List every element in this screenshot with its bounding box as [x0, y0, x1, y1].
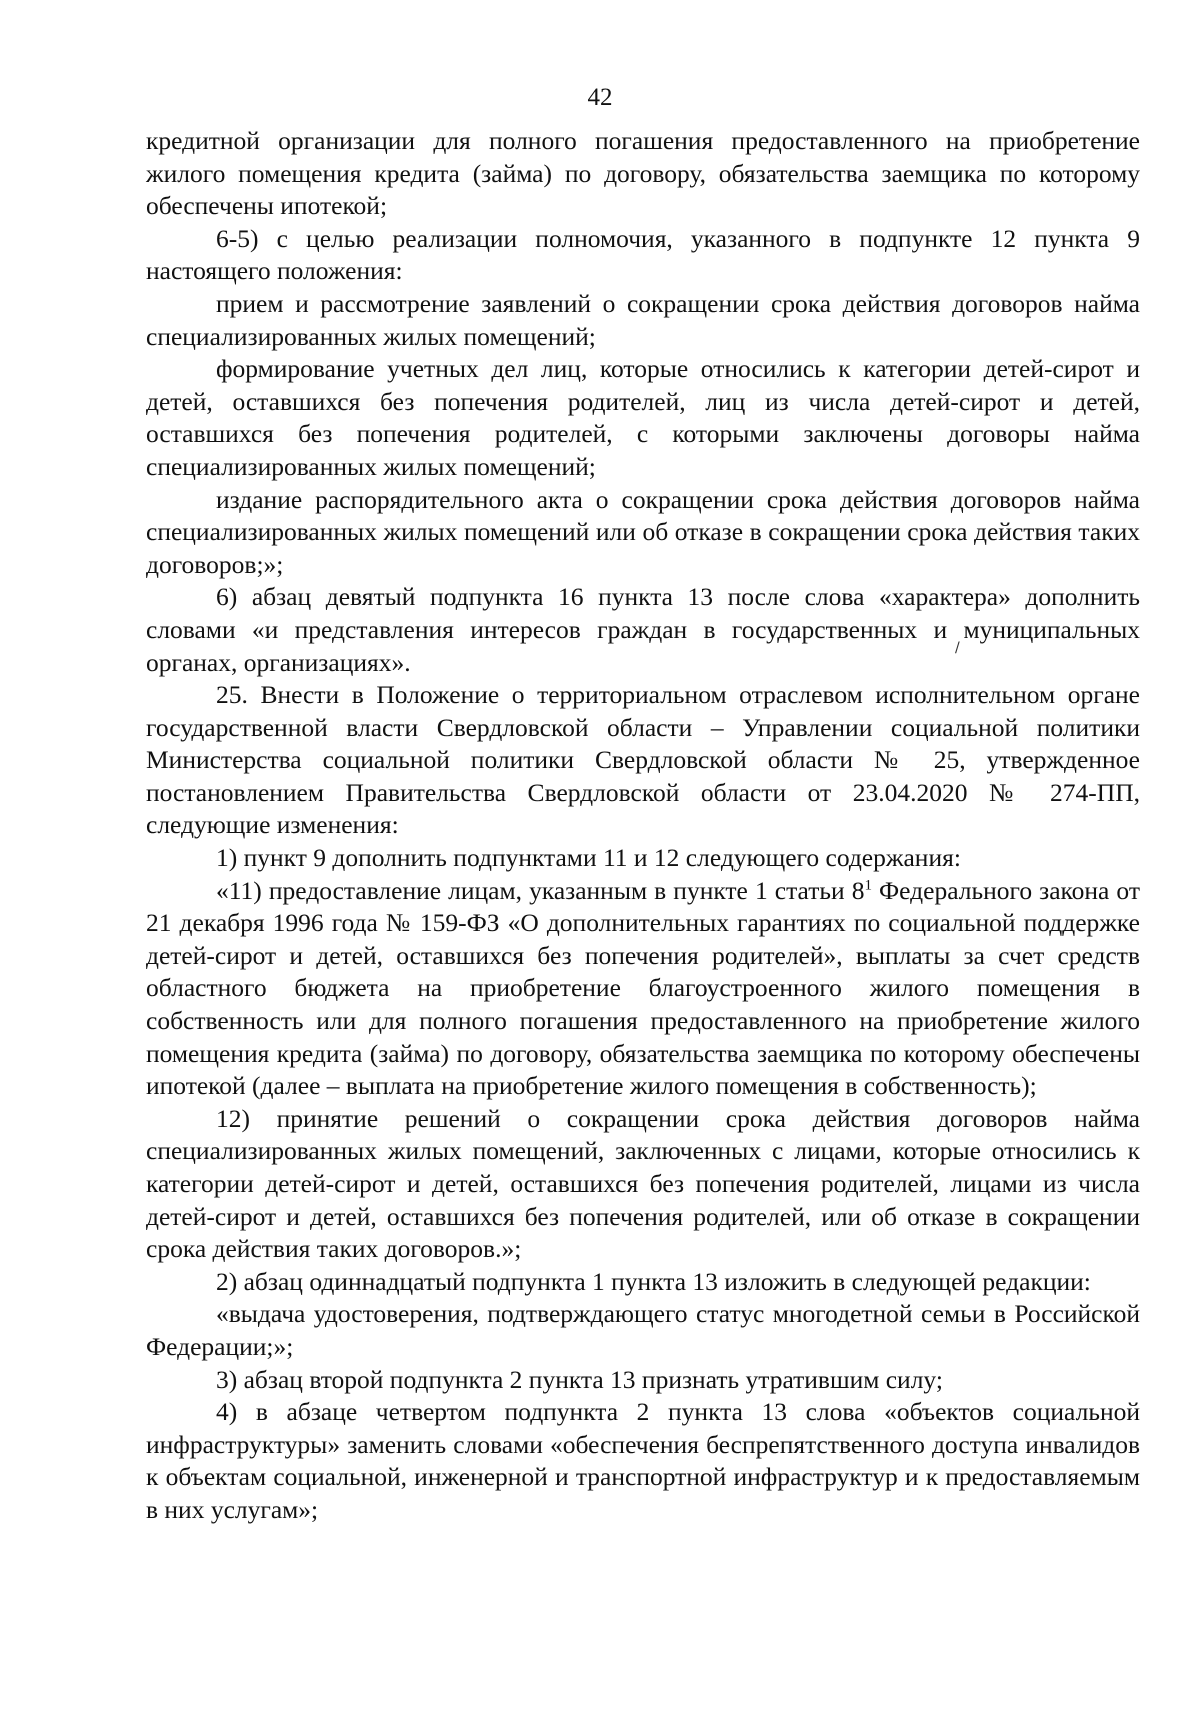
superscript-1: 1 [864, 877, 872, 894]
paragraph-11-start: «11) предоставление лицам, указанным в пункте 1 статьи 8 [216, 875, 865, 905]
paragraph-formation: формирование учетных дел лиц, которые относились к категории детей-сирот и детей, оставшихся без попечения родителей, лиц из числа детей-сирот и детей, оставшихся без попечения родителей, с которыми заключены договоры найма специализированных жилых помещений; [146, 354, 1140, 481]
paragraph-3: 3) абзац второй подпункта 2 пункта 13 признать утратившим силу; [216, 1364, 943, 1394]
paragraph-25: 25. Внести в Положение о территориальном отраслевом исполнительном органе государственной власти Свердловской области – Управлении социальной политики Министерства социальной политики Свердловской области № 25, утвержденное постановлением Правительства Свердловской области от 23.04.2020 № 274-ПП, следующие изменения: [146, 680, 1140, 840]
paragraph-4: 4) в абзаце четвертом подпункта 2 пункта 13 слова «объектов социальной инфраструктуры» заменить словами «обеспечения беспрепятственного доступа инвалидов к объектам социальной, инженерной и транспортной инфраструктур и к предоставляемым в них услугам»; [146, 1397, 1140, 1524]
paragraph-2: 2) абзац одиннадцатый подпункта 1 пункта 13 изложить в следующей редакции: [216, 1266, 1091, 1296]
page-number: 42 [587, 84, 613, 111]
document-body [146, 125, 1140, 1527]
paragraph-continuation: кредитной организации для полного погашения предоставленного на приобретение жилого помещения кредита (займа) по договору, обязательства заемщика по которому обеспечены ипотекой; [146, 126, 1140, 221]
paragraph-6: 6) абзац девятый подпункта 16 пункта 13 после слова «характера» дополнить словами «и представления интересов граждан в государственных и муниципальных органах, организациях». [146, 582, 1140, 677]
paragraph-6-5: 6-5) с целью реализации полномочия, указанного в подпункте 12 пункта 9 настоящего положения: [146, 223, 1140, 286]
paragraph-12: 12) принятие решений о сокращении срока действия договоров найма специализированных жилых помещений, заключенных с лицами, которые относились к категории детей-сирот и детей, оставшихся без попечения родителей, лицами из числа детей-сирот и детей, оставшихся без попечения родителей, или об отказе в сокращении срока действия таких договоров.»; [146, 1103, 1140, 1264]
paragraph-11-rest: Федерального закона от 21 декабря 1996 года № 159-ФЗ «О дополнительных гарантиях по социальной поддержке детей-сирот и детей, оставшихся без попечения родителей», выплаты за счет средств областного бюджета на приобретение благоустроенного жилого помещения в собственность или для полного погашения предоставленного на приобретение жилого помещения кредита (займа) по договору, обязательства заемщика по которому обеспечены ипотекой (далее – выплата на приобретение жилого помещения в собственность); [146, 875, 1140, 1101]
paragraph-quote-certificate: «выдача удостоверения, подтверждающего статус многодетной семьи в Российской Федерации;»; [146, 1299, 1140, 1361]
paragraph-issuance: издание распорядительного акта о сокращении срока действия договоров найма специализированных жилых помещений или об отказе в сокращении срока действия таких договоров;»; [146, 484, 1140, 579]
paragraph-11 [146, 875, 1140, 1103]
paragraph-1: 1) пункт 9 дополнить подпунктами 11 и 12 следующего содержания: [216, 843, 961, 873]
paragraph-reception: прием и рассмотрение заявлений о сокращении срока действия договоров найма специализированных жилых помещений; [146, 288, 1140, 351]
pen-mark: / [955, 640, 960, 656]
